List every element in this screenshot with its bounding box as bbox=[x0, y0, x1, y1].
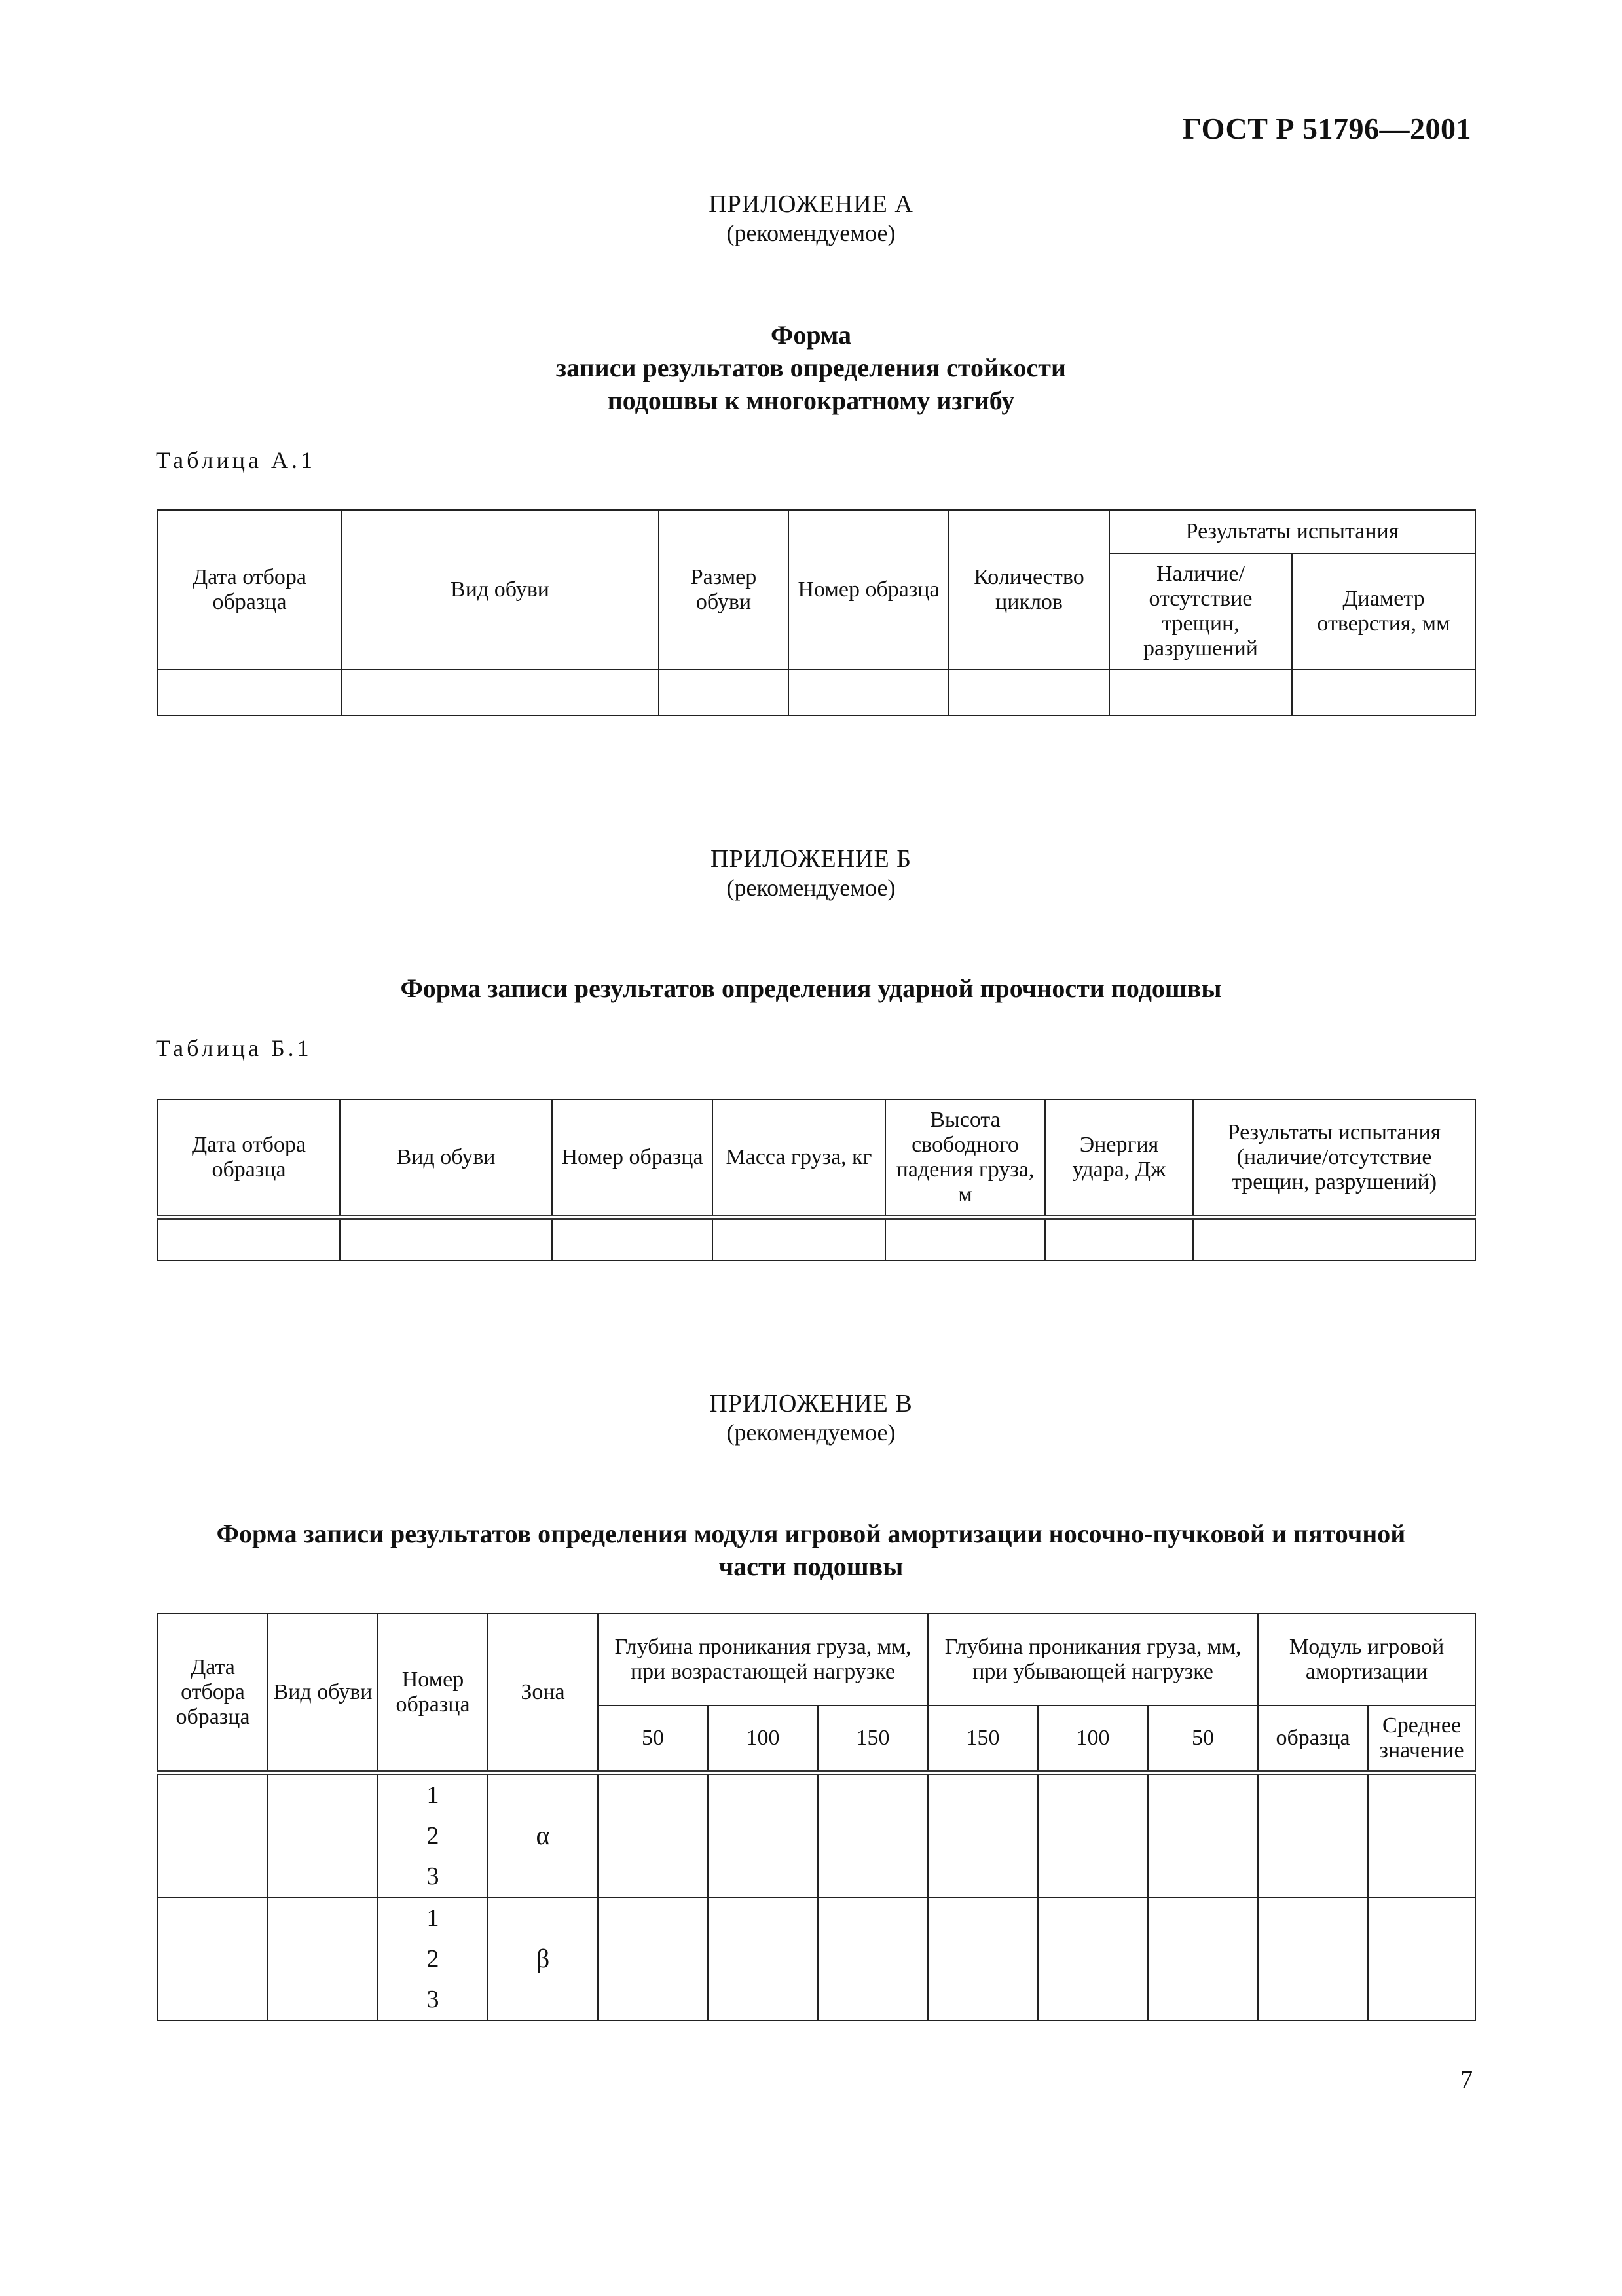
col-modulus-average: Среднее значение bbox=[1368, 1705, 1475, 1772]
sample-numbers bbox=[378, 1772, 488, 1897]
empty-cell bbox=[1045, 1217, 1193, 1260]
empty-cell bbox=[818, 1897, 928, 2020]
appendix-b-form-title: Форма записи результатов определения ударной прочности подошвы bbox=[400, 974, 1222, 1003]
col-cycles-count: Количество циклов bbox=[949, 510, 1109, 670]
empty-cell bbox=[268, 1772, 378, 1897]
empty-cell bbox=[1109, 670, 1292, 716]
col-sample-number: Номер образца bbox=[788, 510, 949, 670]
appendix-c-subtitle: (рекомендуемое) bbox=[726, 1419, 896, 1446]
empty-cell bbox=[158, 670, 341, 716]
empty-cell bbox=[1368, 1772, 1475, 1897]
empty-cell bbox=[552, 1217, 712, 1260]
col-sampling-date: Дата отбора образца bbox=[158, 1099, 340, 1217]
empty-cell bbox=[949, 670, 1109, 716]
sample-number: 2 bbox=[426, 1821, 439, 1850]
col-sampling-date: Дата отбора образца bbox=[158, 510, 341, 670]
table-row bbox=[158, 1897, 1475, 2020]
col-sampling-date: Дата отбора образца bbox=[158, 1614, 268, 1772]
col-footwear-type: Вид обуви bbox=[341, 510, 659, 670]
empty-cell bbox=[928, 1772, 1038, 1897]
table-b1 bbox=[157, 1099, 1476, 1261]
table-row bbox=[158, 1772, 1475, 1897]
sample-number: 3 bbox=[426, 1985, 439, 2013]
col-load-dec-3: 50 bbox=[1148, 1705, 1258, 1772]
empty-cell bbox=[788, 670, 949, 716]
col-load-dec-1: 150 bbox=[928, 1705, 1038, 1772]
appendix-c-form-title-2: части подошвы bbox=[718, 1552, 904, 1581]
empty-cell bbox=[1368, 1897, 1475, 2020]
col-footwear-size: Размер обуви bbox=[659, 510, 788, 670]
empty-cell bbox=[1193, 1217, 1475, 1260]
col-load-dec-2: 100 bbox=[1038, 1705, 1148, 1772]
empty-cell bbox=[158, 1772, 268, 1897]
empty-cell bbox=[1148, 1772, 1258, 1897]
zone-alpha: α bbox=[488, 1772, 598, 1897]
col-footwear-type: Вид обуви bbox=[340, 1099, 552, 1217]
col-cracks-presence: Наличие/ отсутствие трещин, разрушений bbox=[1109, 553, 1292, 670]
col-fall-height: Высота свободного падения груза, м bbox=[885, 1099, 1045, 1217]
empty-cell bbox=[1292, 670, 1475, 716]
col-test-results: Результаты испытания (наличие/отсутствие трещин, разрушений) bbox=[1193, 1099, 1475, 1217]
empty-cell bbox=[598, 1772, 708, 1897]
empty-cell bbox=[1038, 1897, 1148, 2020]
appendix-b-subtitle: (рекомендуемое) bbox=[726, 875, 896, 901]
empty-cell bbox=[818, 1772, 928, 1897]
empty-cell bbox=[1038, 1772, 1148, 1897]
appendix-a-subtitle: (рекомендуемое) bbox=[726, 220, 896, 246]
table-c bbox=[157, 1613, 1476, 2021]
empty-cell bbox=[708, 1897, 818, 2020]
empty-cell bbox=[1258, 1897, 1368, 2020]
table-a1-label: Таблица А.1 bbox=[156, 447, 316, 473]
col-footwear-type: Вид обуви bbox=[268, 1614, 378, 1772]
table-b1-label: Таблица Б.1 bbox=[156, 1035, 312, 1061]
sample-number: 3 bbox=[426, 1862, 439, 1890]
col-load-inc-1: 50 bbox=[598, 1705, 708, 1772]
empty-cell bbox=[659, 670, 788, 716]
empty-cell bbox=[158, 1897, 268, 2020]
col-sample-number: Номер образца bbox=[552, 1099, 712, 1217]
appendix-a-title: ПРИЛОЖЕНИЕ А bbox=[709, 191, 913, 218]
appendix-a-form-title-1: Форма bbox=[771, 320, 851, 350]
sample-number: 1 bbox=[426, 1781, 439, 1809]
empty-cell bbox=[712, 1217, 885, 1260]
sample-number: 1 bbox=[426, 1904, 439, 1932]
empty-cell bbox=[885, 1217, 1045, 1260]
empty-cell bbox=[928, 1897, 1038, 2020]
col-modulus-sample: образца bbox=[1258, 1705, 1368, 1772]
col-group-cushioning-modulus: Модуль игровой амортизации bbox=[1258, 1614, 1475, 1705]
appendix-a-form-title-3: подошвы к многократному изгибу bbox=[607, 386, 1015, 415]
empty-cell bbox=[340, 1217, 552, 1260]
empty-cell bbox=[598, 1897, 708, 2020]
empty-cell bbox=[1258, 1772, 1368, 1897]
col-hole-diameter: Диаметр отверстия, мм bbox=[1292, 553, 1475, 670]
zone-beta: β bbox=[488, 1897, 598, 2020]
col-group-decreasing-load: Глубина проникания груза, мм, при убывающей нагрузке bbox=[928, 1614, 1258, 1705]
col-load-inc-3: 150 bbox=[818, 1705, 928, 1772]
col-sample-number: Номер образца bbox=[378, 1614, 488, 1772]
appendix-c-title: ПРИЛОЖЕНИЕ В bbox=[709, 1390, 913, 1417]
table-a1 bbox=[157, 509, 1476, 716]
col-group-increasing-load: Глубина проникания груза, мм, при возрастающей нагрузке bbox=[598, 1614, 928, 1705]
sample-number: 2 bbox=[426, 1944, 439, 1973]
appendix-b-title: ПРИЛОЖЕНИЕ Б bbox=[710, 845, 912, 873]
empty-cell bbox=[708, 1772, 818, 1897]
document-id: ГОСТ Р 51796—2001 bbox=[1183, 112, 1471, 145]
col-impact-energy: Энергия удара, Дж bbox=[1045, 1099, 1193, 1217]
col-test-results: Результаты испытания bbox=[1109, 510, 1475, 553]
sample-numbers bbox=[378, 1897, 488, 2020]
appendix-c-form-title-1: Форма записи результатов определения модуля игровой амортизации носочно-пучковой и пяточной bbox=[216, 1519, 1406, 1548]
appendix-a-form-title-2: записи результатов определения стойкости bbox=[556, 353, 1066, 382]
empty-cell bbox=[341, 670, 659, 716]
col-load-inc-2: 100 bbox=[708, 1705, 818, 1772]
col-zone: Зона bbox=[488, 1614, 598, 1772]
empty-cell bbox=[1148, 1897, 1258, 2020]
col-load-mass: Масса груза, кг bbox=[712, 1099, 885, 1217]
empty-cell bbox=[268, 1897, 378, 2020]
page-number: 7 bbox=[1460, 2066, 1473, 2094]
empty-cell bbox=[158, 1217, 340, 1260]
